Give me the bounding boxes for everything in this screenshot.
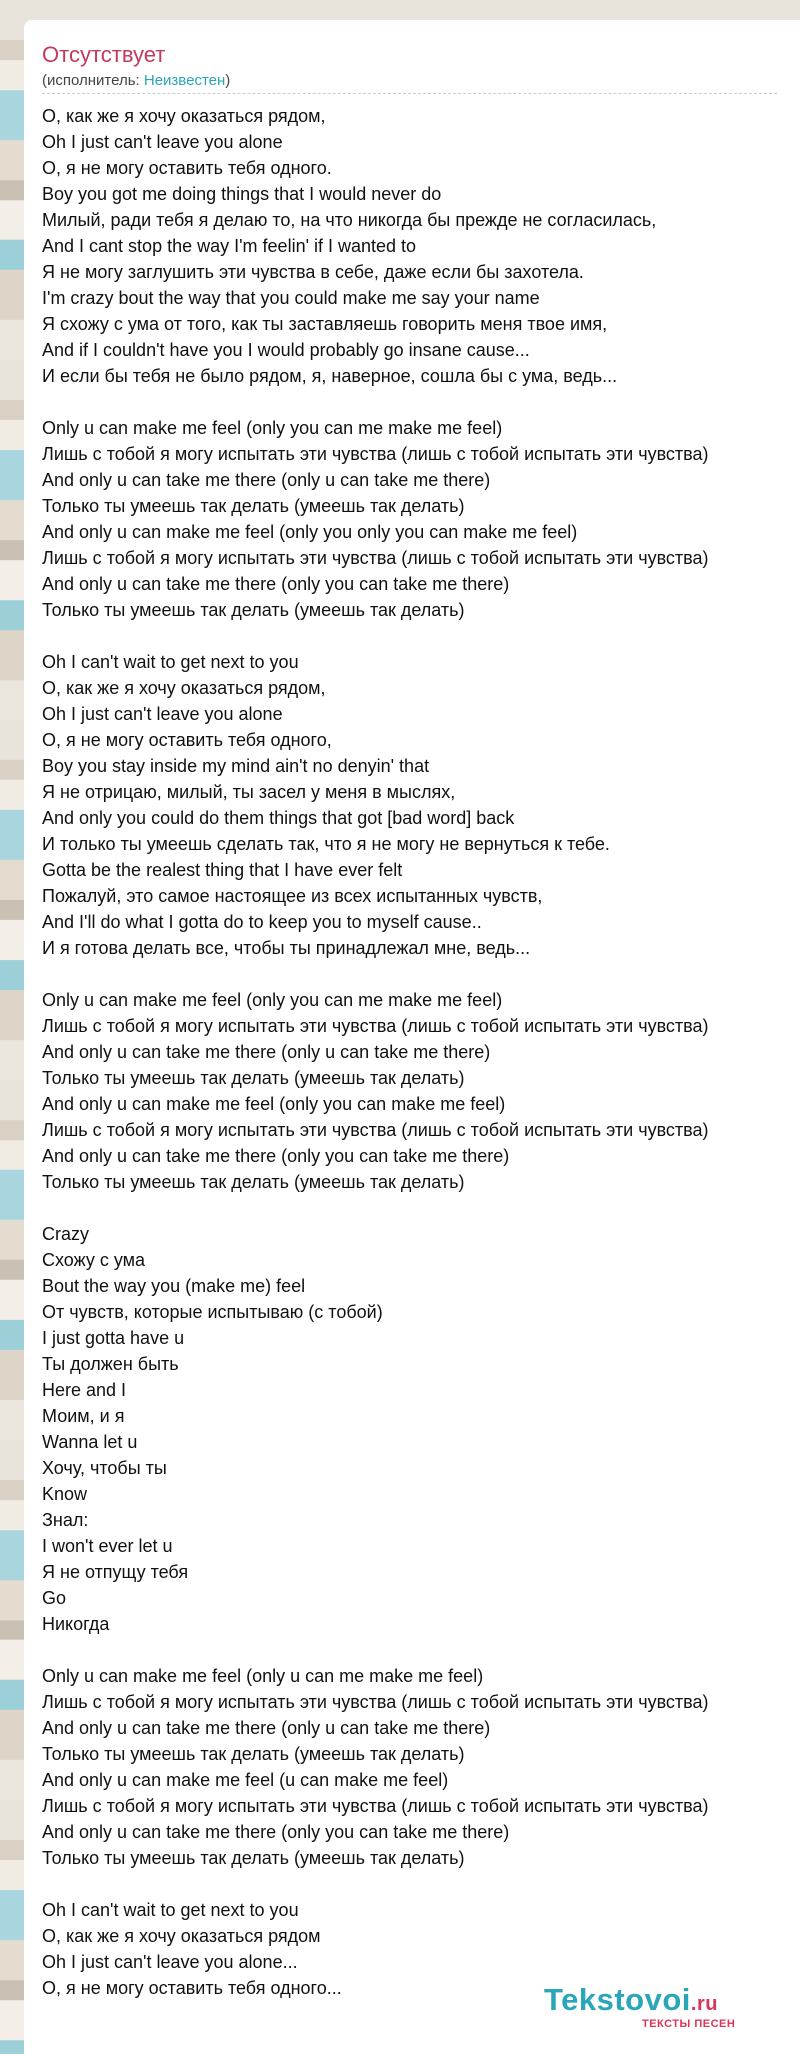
lyrics-line: О, я не могу оставить тебя одного, [42,730,332,750]
lyrics-line: Только ты умеешь так делать (умеешь так делать) [42,600,465,620]
lyrics-line: I won't ever let u [42,1536,173,1556]
lyrics-line: Boy you got me doing things that I would never do [42,184,442,204]
lyrics-line: And I cant stop the way I'm feelin' if I wanted to [42,236,417,256]
lyrics-line: And only u can make me feel (only you only you can make me feel) [42,522,578,542]
lyrics-line: Хочу, чтобы ты [42,1458,167,1478]
lyrics-line: Wanna let u [42,1432,138,1452]
lyrics-line: Here and I [42,1380,127,1400]
lyrics-line: Лишь с тобой я могу испытать эти чувства (лишь с тобой испытать эти чувства) [42,1692,709,1712]
lyrics-line: Только ты умеешь так делать (умеешь так делать) [42,1068,465,1088]
artist-suffix: ) [225,72,231,89]
lyrics-line: Oh I can't wait to get next to you [42,652,299,672]
lyrics-line: And only u can take me there (only you can take me there) [42,574,510,594]
lyrics-line: И только ты умеешь сделать так, что я не могу не вернуться к тебе. [42,834,610,854]
lyrics-line: And only u can take me there (only you can take me there) [42,1822,510,1842]
lyrics-line: Oh I just can't leave you alone [42,704,283,724]
lyrics-blank-line [42,1871,800,1897]
lyrics-line: Только ты умеешь так делать (умеешь так делать) [42,1848,465,1868]
lyrics-line: Никогда [42,1614,110,1634]
lyrics-line: Пожалуй, это самое настоящее из всех испытанных чувств, [42,886,543,906]
lyrics-line: And I'll do what I gotta do to keep you to myself cause.. [42,912,482,932]
logo-name: Tekstovoi [544,1982,691,2017]
logo-wordmark [544,1982,718,2018]
lyrics-line: Я не отпущу тебя [42,1562,189,1582]
lyrics-line: Лишь с тобой я могу испытать эти чувства (лишь с тобой испытать эти чувства) [42,548,709,568]
lyrics-line: Лишь с тобой я могу испытать эти чувства (лишь с тобой испытать эти чувства) [42,444,709,464]
site-logo[interactable] [544,1982,754,2030]
lyrics-line: And only u can take me there (only you can take me there) [42,1146,510,1166]
lyrics-line: Only u can make me feel (only u can me make me feel) [42,1666,484,1686]
lyrics-line: Gotta be the realest thing that I have ever felt [42,860,403,880]
lyrics-line: And only u can make me feel (u can make me feel) [42,1770,449,1790]
lyrics-line: Милый, ради тебя я делаю то, на что никогда бы прежде не согласилась, [42,210,657,230]
lyrics-line: О, как же я хочу оказаться рядом [42,1926,321,1946]
lyrics-line: And only u can make me feel (only you can make me feel) [42,1094,506,1114]
lyrics-blank-line [42,389,800,415]
lyrics-line: Лишь с тобой я могу испытать эти чувства (лишь с тобой испытать эти чувства) [42,1016,709,1036]
lyrics-line: Know [42,1484,88,1504]
lyrics-line: I'm crazy bout the way that you could make me say your name [42,288,540,308]
artist-prefix: (исполнитель: [42,72,144,89]
lyrics-line: Boy you stay inside my mind ain't no denyin' that [42,756,430,776]
lyrics-line: От чувств, которые испытываю (с тобой) [42,1302,383,1322]
lyrics-line: И я готова делать все, чтобы ты принадлежал мне, ведь... [42,938,531,958]
lyrics-line: Я не отрицаю, милый, ты засел у меня в мыслях, [42,782,456,802]
lyrics-line: Oh I just can't leave you alone... [42,1952,298,1972]
lyrics-line: And only u can take me there (only u can take me there) [42,1718,491,1738]
lyrics-line: Я схожу с ума от того, как ты заставляешь говорить меня твое имя, [42,314,608,334]
lyrics-line: Oh I just can't leave you alone [42,132,283,152]
lyrics-line: Bout the way you (make me) feel [42,1276,306,1296]
lyrics-line: О, я не могу оставить тебя одного. [42,158,332,178]
lyrics-line: О, как же я хочу оказаться рядом, [42,678,326,698]
lyrics-blank-line [42,961,800,987]
lyrics-line: I just gotta have u [42,1328,185,1348]
artist-link[interactable]: Неизвестен [143,72,226,89]
lyrics-line: Лишь с тобой я могу испытать эти чувства (лишь с тобой испытать эти чувства) [42,1120,709,1140]
header-divider [42,93,777,94]
lyrics-blank-line [42,1637,800,1663]
lyrics-line: Только ты умеешь так делать (умеешь так делать) [42,1744,465,1764]
lyrics-line: О, как же я хочу оказаться рядом, [42,106,326,126]
lyrics-line: And only you could do them things that got [bad word] back [42,808,515,828]
lyrics-blank-line [42,1195,800,1221]
lyrics-line: Схожу с ума [42,1250,146,1270]
lyrics-line: Знал: [42,1510,89,1530]
lyrics-line: Лишь с тобой я могу испытать эти чувства (лишь с тобой испытать эти чувства) [42,1796,709,1816]
lyrics-line: And only u can take me there (only u can take me there) [42,470,491,490]
artist-line [42,72,230,89]
lyrics-line: Oh I can't wait to get next to you [42,1900,299,1920]
lyrics-line: Go [42,1588,67,1608]
logo-tld: .ru [690,1993,718,2015]
lyrics-text [42,103,800,2001]
lyrics-line: And if I couldn't have you I would probably go insane cause... [42,340,530,360]
lyrics-line: Моим, и я [42,1406,125,1426]
logo-tagline: ТЕКСТЫ ПЕСЕН [642,2018,736,2030]
lyrics-line: Только ты умеешь так делать (умеешь так делать) [42,1172,465,1192]
lyrics-line: Ты должен быть [42,1354,179,1374]
lyrics-blank-line [42,623,800,649]
lyrics-line: Crazy [42,1224,90,1244]
lyrics-line: Only u can make me feel (only you can me make me feel) [42,418,503,438]
lyrics-card [24,20,800,2054]
lyrics-line: И если бы тебя не было рядом, я, наверное, сошла бы с ума, ведь... [42,366,618,386]
lyrics-line: And only u can take me there (only u can take me there) [42,1042,491,1062]
lyrics-line: Только ты умеешь так делать (умеешь так делать) [42,496,465,516]
lyrics-line: Я не могу заглушить эти чувства в себе, даже если бы захотела. [42,262,584,282]
song-title: Отсутствует [42,42,166,67]
lyrics-line: Only u can make me feel (only you can me make me feel) [42,990,503,1010]
lyrics-line: О, я не могу оставить тебя одного... [42,1978,342,1998]
